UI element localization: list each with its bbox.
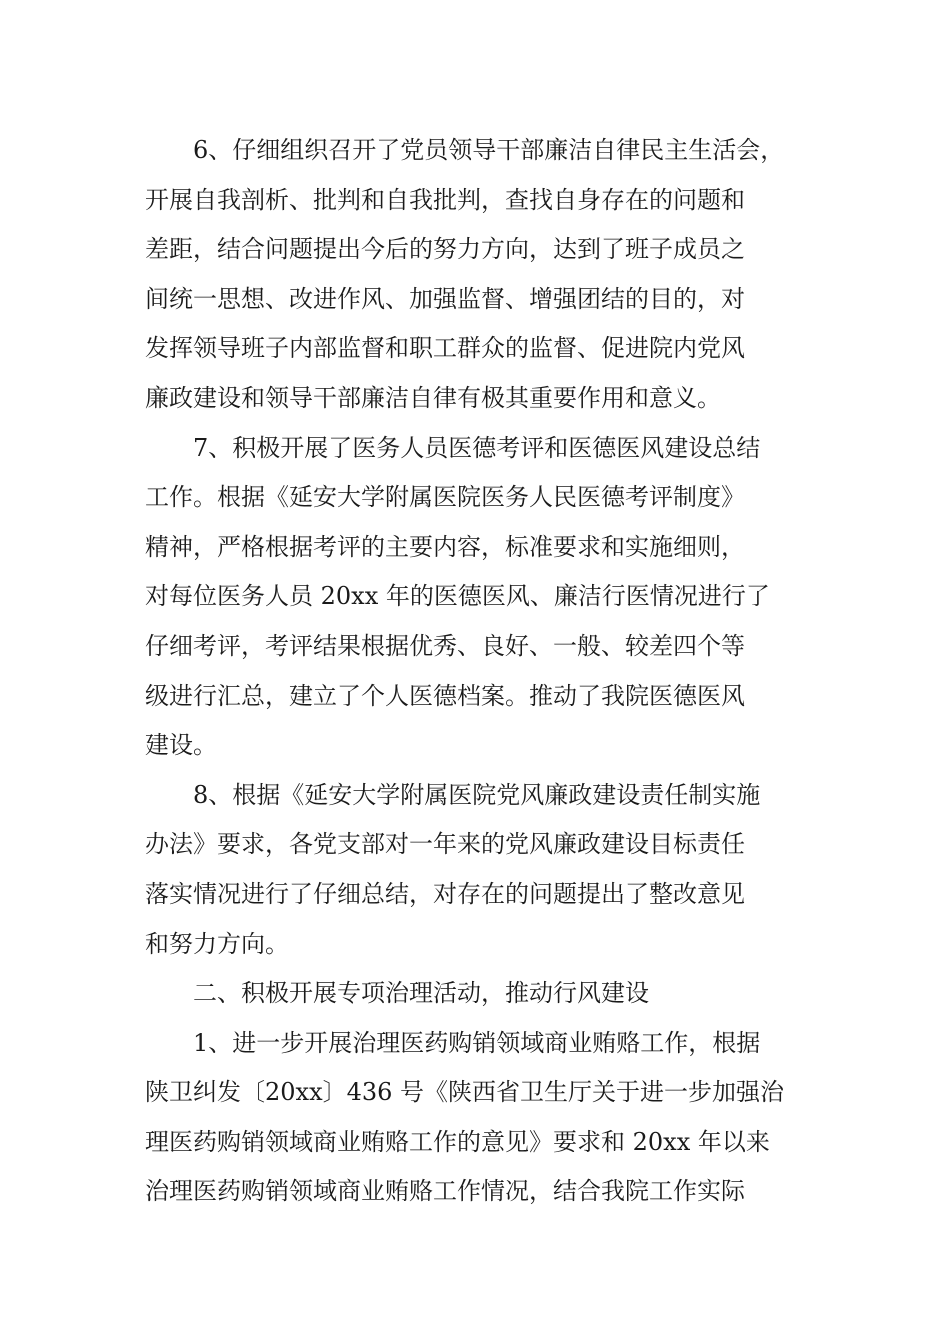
text-line: 级进行汇总，建立了个人医德档案。推动了我院医德医风 <box>145 681 745 710</box>
text-line: 建设。 <box>145 731 217 760</box>
section-heading-text: 二、积极开展专项治理活动，推动行风建设 <box>193 979 649 1008</box>
text-line: 办法》要求，各党支部对一年来的党风廉政建设目标责任 <box>145 830 745 859</box>
text-line: 精神，严格根据考评的主要内容，标准要求和实施细则， <box>145 532 745 561</box>
text-line: 和努力方向。 <box>145 929 289 958</box>
text-line: 发挥领导班子内部监督和职工群众的监督、促进院内党风 <box>145 334 745 363</box>
text-line: 对每位医务人员 20xx 年的医德医风、廉洁行医情况进行了 <box>145 582 770 611</box>
paragraph-item-1 <box>145 1019 815 1217</box>
text-line: 差距，结合问题提出今后的努力方向，达到了班子成员之 <box>145 235 745 264</box>
text-line: 廉政建设和领导干部廉洁自律有极其重要作用和意义。 <box>145 383 721 412</box>
text-line: 仔细考评，考评结果根据优秀、良好、一般、较差四个等 <box>145 631 745 660</box>
text-line: 理医药购销领域商业贿赂工作的意见》要求和 20xx 年以来 <box>145 1127 770 1156</box>
text-line: 开展自我剖析、批判和自我批判，查找自身存在的问题和 <box>145 185 745 214</box>
text-line: 落实情况进行了仔细总结，对存在的问题提出了整改意见 <box>145 879 745 908</box>
section-heading <box>145 969 815 1019</box>
document-body <box>145 126 815 1217</box>
text-line: 7、积极开展了医务人员医德考评和医德医风建设总结 <box>193 433 761 462</box>
text-line: 1、进一步开展治理医药购销领域商业贿赂工作，根据 <box>193 1028 761 1057</box>
text-line: 间统一思想、改进作风、加强监督、增强团结的目的，对 <box>145 284 745 313</box>
text-line: 陕卫纠发〔20xx〕436 号《陕西省卫生厅关于进一步加强治 <box>145 1078 785 1107</box>
text-line: 8、根据《延安大学附属医院党风廉政建设责任制实施 <box>193 780 761 809</box>
text-line: 工作。根据《延安大学附属医院医务人民医德考评制度》 <box>145 483 745 512</box>
paragraph-item-7 <box>145 424 815 771</box>
paragraph-item-6 <box>145 126 815 424</box>
paragraph-item-8 <box>145 771 815 969</box>
text-line: 6、仔细组织召开了党员领导干部廉洁自律民主生活会， <box>193 136 785 164</box>
text-line: 治理医药购销领域商业贿赂工作情况，结合我院工作实际 <box>145 1177 745 1206</box>
